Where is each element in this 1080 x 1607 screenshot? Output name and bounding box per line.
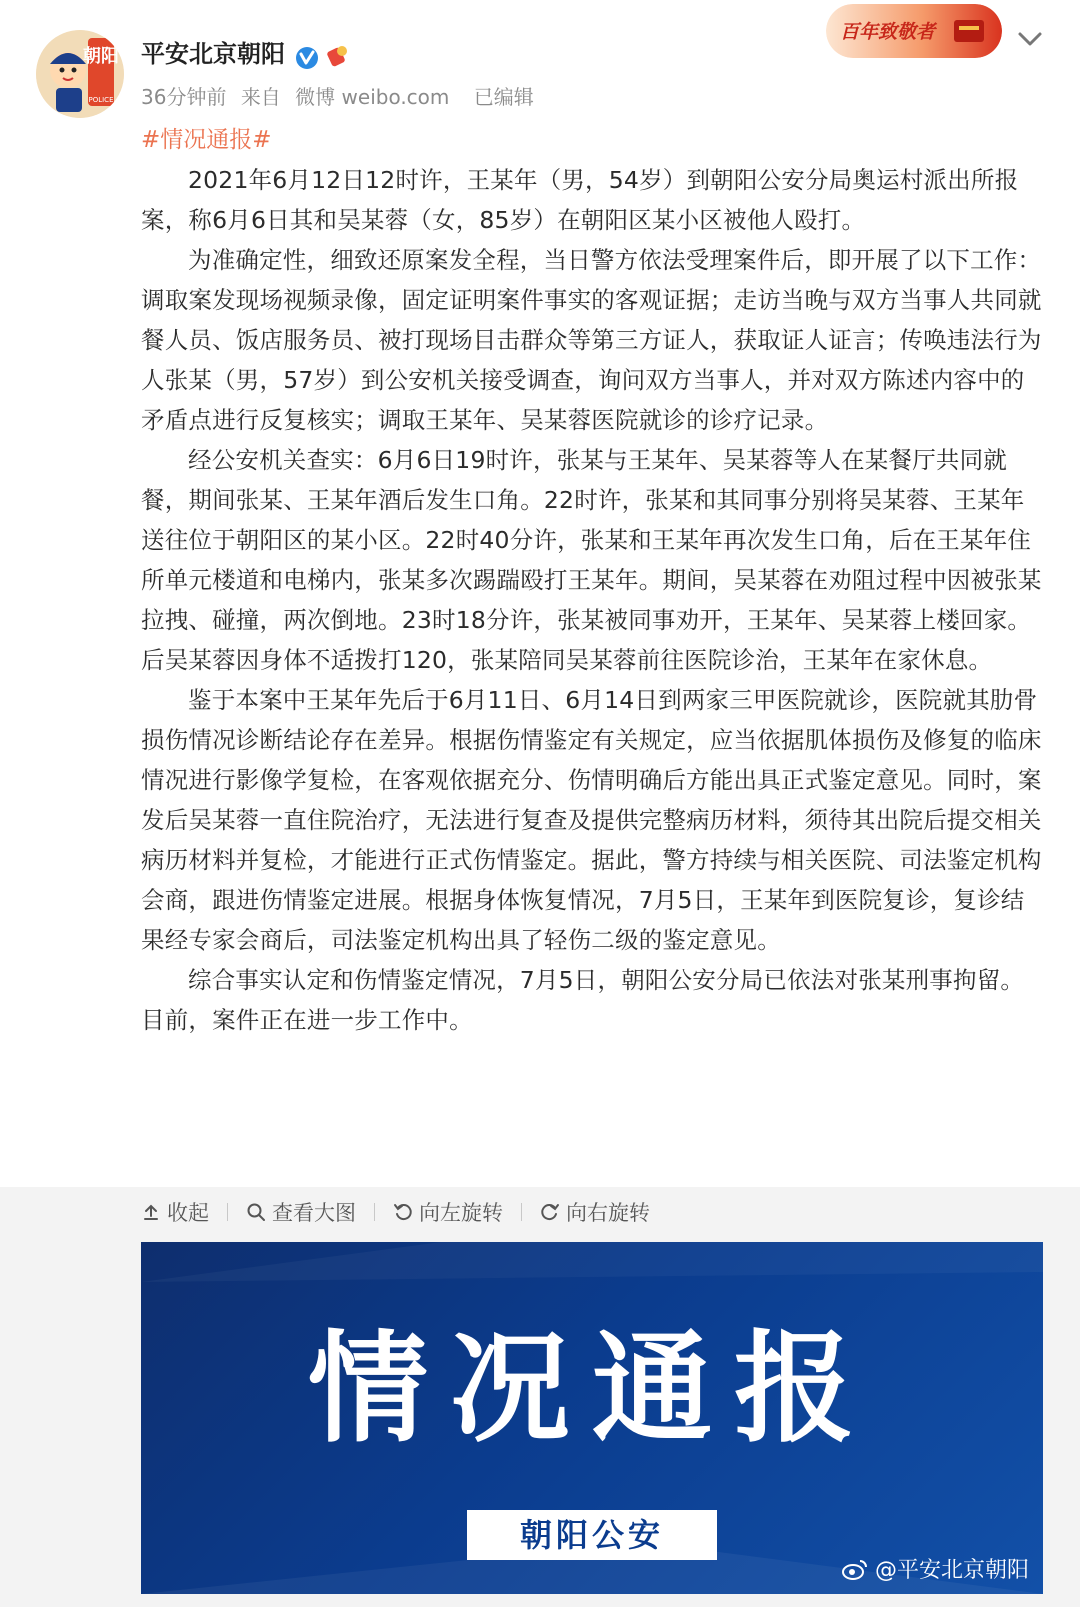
post-source[interactable]: 微博 weibo.com [295,85,450,109]
verified-v-icon [295,42,319,66]
post-time: 36分钟前 [141,85,227,109]
post-meta [141,82,542,112]
edited-label[interactable]: 已编辑 [473,85,534,109]
collapse-icon [141,1202,161,1222]
paragraph: 综合事实认定和伤情鉴定情况，7月5日，朝阳公安分局已依法对张某刑事拘留。目前，案件正在进一步工作中。 [141,966,1025,1034]
chevron-down-icon[interactable] [1012,26,1048,52]
topic-hashtag[interactable]: #情况通报# [141,127,272,153]
rotate-left-icon [393,1202,413,1222]
paragraph: 2021年6月12日12时许，王某年（男，54岁）到朝阳公安分局奥运村派出所报案，称6月6日其和吴某蓉（女，85岁）在朝阳区某小区被他人殴打。 [141,166,1019,234]
avatar-text-1: 朝阳 [83,46,119,67]
avatar-badge: POLICE [88,96,114,104]
toolbar-divider [374,1203,375,1221]
weibo-watermark [841,1553,1029,1584]
attached-image[interactable] [141,1242,1043,1594]
collapse-button[interactable] [141,1197,209,1227]
rotate-left-label: 向左旋转 [419,1201,503,1225]
source-prefix: 来自 [240,85,281,109]
banner-text: 百年致敬者 [840,21,936,43]
rotate-right-button[interactable] [540,1197,650,1227]
paragraph: 鉴于本案中王某年先后于6月11日、6月14日到两家三甲医院就诊，医院就其肋骨损伤情况诊断结论存在差异。根据伤情鉴定有关规定，应当依据肌体损伤及修复的临床情况进行影像学复检，在客观依据充分、伤情明确后方能出具正式鉴定意见。同时，案发后吴某蓉一直住院治疗，无法进行复查及提供完整病历材料，须待其出院后提交相关病历材料并复检，才能进行正式伤情鉴定。据此，警方持续与相关医院、司法鉴定机构会商，跟进伤情鉴定进展。根据身体恢复情况，7月5日，王某年到医院复诊，复诊结果经专家会商后，司法鉴定机构出具了轻伤二级的鉴定意见。 [141,686,1042,954]
rotate-right-label: 向右旋转 [566,1201,650,1225]
collapse-label: 收起 [167,1201,209,1225]
post-content [141,116,1043,1040]
medal-icon[interactable] [325,41,351,67]
view-large-button[interactable] [246,1197,356,1227]
image-title: 情况通报 [308,1320,876,1459]
view-large-label: 查看大图 [272,1201,356,1225]
search-icon [246,1202,266,1222]
centennial-banner[interactable] [826,4,1002,58]
avatar[interactable] [36,30,124,118]
rotate-left-button[interactable] [393,1197,503,1227]
weibo-logo-icon [841,1557,869,1581]
image-toolbar [141,1192,650,1232]
username-row [141,34,351,74]
paragraph: 经公安机关查实：6月6日19时许，张某与王某年、吴某蓉等人在某餐厅共同就餐，期间张某、王某年酒后发生口角。22时许，张某和其同事分别将吴某蓉、王某年送往位于朝阳区的某小区。22时40分许，张某和王某年再次发生口角，后在王某年住所单元楼道和电梯内，张某多次踢踹殴打王某年。期间，吴某蓉在劝阻过程中因被张某拉拽、碰撞，两次倒地。23时18分许，张某被同事劝开，王某年、吴某蓉上楼回家。后吴某蓉因身体不适拨打120，张某陪同吴某蓉前往医院诊治，王某年在家休息。 [141,446,1042,674]
image-subtitle: 朝阳公安 [467,1510,717,1560]
toolbar-divider [227,1203,228,1221]
rotate-right-icon [540,1202,560,1222]
paragraph: 为准确定性，细致还原案发全程，当日警方依法受理案件后，即开展了以下工作：调取案发现场视频录像，固定证明案件事实的客观证据；走访当晚与双方当事人共同就餐人员、饭店服务员、被打现场目击群众等第三方证人，获取证人证言；传唤违法行为人张某（男，57岁）到公安机关接受调查，询问双方当事人，并对双方陈述内容中的矛盾点进行反复核实；调取王某年、吴某蓉医院就诊的诊疗记录。 [141,246,1042,434]
watermark-text: @平安北京朝阳 [874,1558,1029,1583]
username[interactable]: 平安北京朝阳 [141,40,285,68]
toolbar-divider [521,1203,522,1221]
